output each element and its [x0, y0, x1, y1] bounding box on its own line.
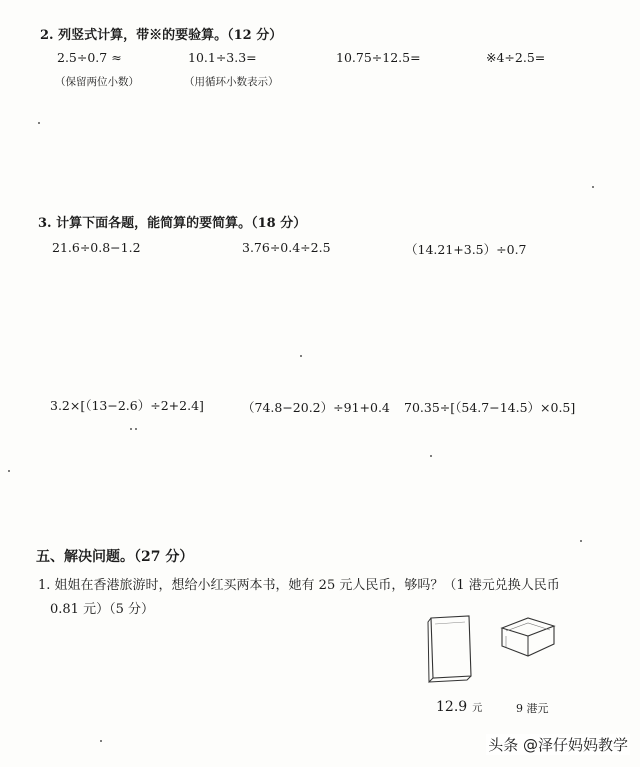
book-1-price-value: 12.9 — [436, 699, 468, 715]
watermark: 头条 @泽仔妈妈教学 — [488, 736, 628, 754]
book-1-illustration — [425, 612, 485, 684]
book-1-price-unit: 元 — [472, 703, 483, 714]
problem-3-6: 70.35÷[（54.7−14.5）×0.5] — [404, 400, 576, 415]
section-2-title: 2. 列竖式计算，带※的要验算。（12 分） — [40, 28, 283, 43]
scan-speck — [430, 455, 432, 457]
scan-speck — [135, 428, 137, 430]
problem-2-2-note: （用循环小数表示） — [184, 76, 279, 88]
problem-2-3: 10.75÷12.5= — [336, 50, 421, 65]
book-2-illustration — [498, 614, 560, 660]
problem-2-2: 10.1÷3.3= — [188, 50, 257, 65]
scan-speck — [580, 540, 582, 542]
book-1-price — [436, 696, 482, 715]
question-1-line-1: 1. 姐姐在香港旅游时，想给小红买两本书，她有 25 元人民币，够吗？（1 港元兑换人民币 — [38, 578, 560, 593]
scan-speck — [38, 122, 40, 124]
scan-speck — [8, 470, 10, 472]
scan-speck — [100, 740, 102, 742]
section-5-title: 五、解决问题。（27 分） — [36, 549, 194, 565]
problem-2-1-note: （保留两位小数） — [55, 76, 139, 88]
scan-speck — [130, 428, 132, 430]
problem-3-4: 3.2×[（13−2.6）÷2+2.4] — [50, 398, 204, 413]
problem-2-4: ※4÷2.5= — [486, 50, 546, 65]
scan-speck — [592, 186, 594, 188]
problem-2-1: 2.5÷0.7 ≈ — [57, 50, 122, 65]
scan-speck — [300, 355, 302, 357]
book-2-price: 9 港元 — [516, 702, 549, 715]
question-1-line-2: 0.81 元）（5 分） — [50, 602, 154, 617]
section-3-title: 3. 计算下面各题，能简算的要简算。（18 分） — [38, 216, 307, 231]
problem-3-3: （14.21+3.5）÷0.7 — [405, 242, 527, 257]
problem-3-1: 21.6÷0.8−1.2 — [52, 240, 141, 255]
problem-3-5: （74.8−20.2）÷91+0.4 — [242, 400, 390, 415]
problem-3-2: 3.76÷0.4÷2.5 — [242, 240, 331, 255]
